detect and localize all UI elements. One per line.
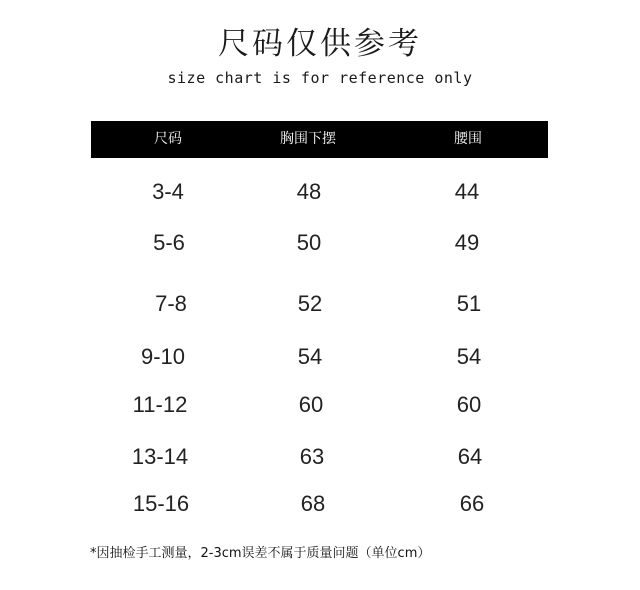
table-cell-chest-hem: 63 [299, 444, 325, 469]
table-cell-chest-hem: 52 [297, 291, 323, 316]
table-cell-chest-hem: 54 [297, 344, 323, 369]
measurement-footnote: *因抽检手工测量，2-3cm误差不属于质量问题（单位cm） [90, 546, 431, 561]
table-cell-waist: 64 [457, 444, 483, 469]
table-cell-waist: 66 [459, 491, 485, 516]
table-cell-chest-hem: 60 [298, 392, 324, 417]
column-header-waist: 腰围 [454, 131, 482, 147]
table-cell-chest-hem: 50 [296, 230, 322, 255]
table-cell-size: 7-8 [155, 291, 187, 316]
size-table-header [91, 121, 548, 158]
table-cell-chest-hem: 68 [300, 491, 326, 516]
page-title: 尺码仅供参考 [218, 26, 422, 62]
column-header-size: 尺码 [154, 131, 182, 147]
table-cell-waist: 60 [456, 392, 482, 417]
table-cell-size: 3-4 [152, 179, 184, 204]
table-cell-size: 5-6 [153, 230, 185, 255]
table-cell-waist: 49 [454, 230, 480, 255]
table-cell-waist: 51 [456, 291, 482, 316]
table-cell-chest-hem: 48 [296, 179, 322, 204]
table-cell-waist: 54 [456, 344, 482, 369]
column-header-chest-hem: 胸围下摆 [280, 131, 336, 147]
table-cell-size: 13-14 [131, 444, 189, 469]
table-cell-size: 9-10 [140, 344, 186, 369]
table-cell-size: 11-12 [132, 392, 188, 417]
page-subtitle: size chart is for reference only [167, 69, 473, 87]
table-cell-size: 15-16 [132, 491, 190, 516]
table-cell-waist: 44 [454, 179, 480, 204]
